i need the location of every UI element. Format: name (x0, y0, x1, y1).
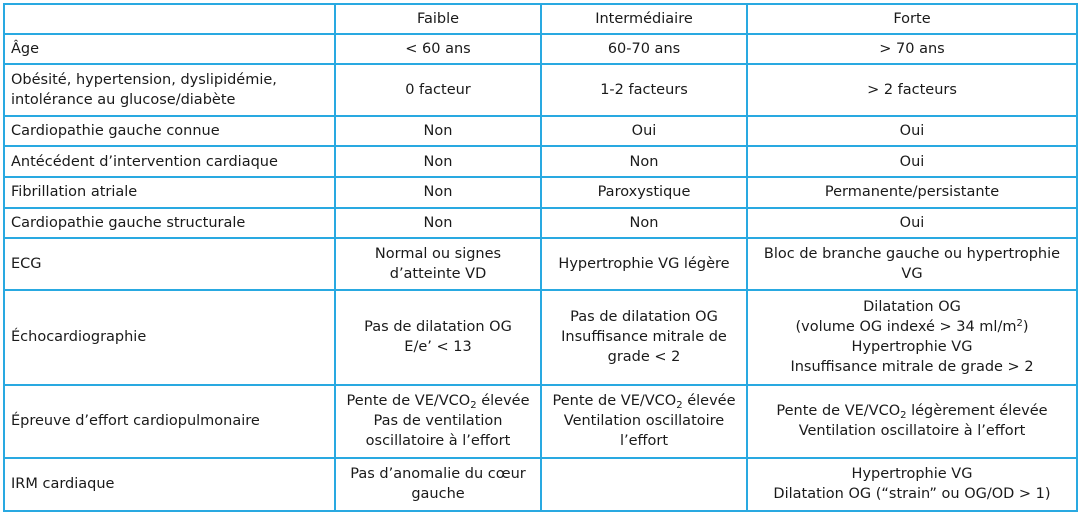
ecg-forte-line2: VG (901, 266, 923, 283)
cardiopathie-connue-forte: Oui (747, 116, 1077, 147)
echo-intermediaire-line2: Insuffisance mitrale de (561, 329, 727, 346)
irm-faible-line2: gauche (411, 486, 465, 503)
label-obesite-line1: Obésité, hypertension, dyslipidémie, (11, 72, 277, 88)
header-intermediaire: Intermédiaire (541, 4, 747, 34)
header-empty-cell (4, 4, 335, 34)
fibrillation-forte: Permanente/persistante (747, 177, 1077, 208)
echo-intermediaire (541, 290, 747, 385)
header-faible: Faible (335, 4, 541, 34)
row-irm (4, 458, 1077, 511)
echo-faible-line1: Pas de dilatation OG (364, 319, 512, 336)
row-age (4, 34, 1077, 65)
echo-forte-line3: Hypertrophie VG (851, 339, 973, 356)
row-effort (4, 385, 1077, 458)
echo-faible (335, 290, 541, 385)
row-echo (4, 290, 1077, 385)
obesite-intermediaire: 1-2 facteurs (541, 64, 747, 116)
echo-forte-line2-text: (volume OG indexé > 34 ml/m (795, 319, 1017, 336)
effort-faible-line2: Pas de ventilation (373, 413, 503, 430)
structurale-intermediaire: Non (541, 208, 747, 239)
irm-faible-line1: Pas d’anomalie du cœur (350, 466, 526, 483)
row-cardiopathie-connue (4, 116, 1077, 147)
label-age: Âge (4, 34, 335, 65)
label-obesite-line2: intolérance au glucose/diabète (11, 92, 236, 108)
age-forte: > 70 ans (747, 34, 1077, 65)
intervention-intermediaire: Non (541, 146, 747, 177)
ecg-faible-line1: Normal ou signes (374, 246, 502, 263)
effort-faible-line3: oscillatoire à l’effort (365, 433, 511, 450)
effort-forte-line2: Ventilation oscillatoire à l’effort (798, 423, 1026, 440)
effort-faible-line1-tail: élevée (476, 393, 530, 410)
obesite-faible: 0 facteur (335, 64, 541, 116)
effort-forte-line1-tail: légèrement élevée (906, 403, 1048, 420)
label-echo: Échocardiographie (4, 290, 335, 385)
fibrillation-faible: Non (335, 177, 541, 208)
probability-table (3, 3, 1078, 512)
irm-forte (747, 458, 1077, 511)
effort-intermediaire-line1-text: Pente de VE/VCO (552, 393, 677, 410)
effort-intermediaire-line1-sub: 2 (676, 400, 683, 412)
row-structurale (4, 208, 1077, 239)
echo-forte (747, 290, 1077, 385)
effort-intermediaire-line3: l’effort (619, 433, 669, 450)
effort-forte-line1-text: Pente de VE/VCO (776, 403, 901, 420)
structurale-faible: Non (335, 208, 541, 239)
echo-forte-line2 (754, 317, 1070, 337)
age-faible: < 60 ans (335, 34, 541, 65)
ecg-faible (335, 238, 541, 290)
effort-intermediaire-line1 (548, 391, 740, 411)
echo-forte-line4: Insuffisance mitrale de grade > 2 (790, 359, 1034, 376)
header-row (4, 4, 1077, 34)
effort-faible-line1-text: Pente de VE/VCO (346, 393, 471, 410)
effort-intermediaire-line2: Ventilation oscillatoire (563, 413, 725, 430)
cardiopathie-connue-faible: Non (335, 116, 541, 147)
structurale-forte: Oui (747, 208, 1077, 239)
ecg-forte (747, 238, 1077, 290)
intervention-forte: Oui (747, 146, 1077, 177)
label-fibrillation: Fibrillation atriale (4, 177, 335, 208)
irm-forte-line2: Dilatation OG (“strain” ou OG/OD > 1) (773, 486, 1051, 503)
obesite-forte: > 2 facteurs (747, 64, 1077, 116)
ecg-faible-line2: d’atteinte VD (389, 266, 487, 283)
label-cardiopathie-connue: Cardiopathie gauche connue (4, 116, 335, 147)
echo-intermediaire-line1: Pas de dilatation OG (570, 309, 718, 326)
irm-forte-line1: Hypertrophie VG (851, 466, 973, 483)
cardiopathie-connue-intermediaire: Oui (541, 116, 747, 147)
fibrillation-intermediaire: Paroxystique (541, 177, 747, 208)
label-intervention: Antécédent d’intervention cardiaque (4, 146, 335, 177)
row-ecg (4, 238, 1077, 290)
effort-forte-line1 (754, 401, 1070, 421)
intervention-faible: Non (335, 146, 541, 177)
label-structurale: Cardiopathie gauche structurale (4, 208, 335, 239)
label-effort: Épreuve d’effort cardiopulmonaire (4, 385, 335, 458)
row-obesite (4, 64, 1077, 116)
echo-forte-line2-sup: 2 (1016, 318, 1023, 330)
label-irm: IRM cardiaque (4, 458, 335, 511)
label-ecg: ECG (4, 238, 335, 290)
echo-faible-line2: E/e’ < 13 (404, 339, 472, 356)
irm-faible (335, 458, 541, 511)
row-fibrillation (4, 177, 1077, 208)
effort-intermediaire-line1-tail: élevée (682, 393, 736, 410)
effort-faible-line1 (342, 391, 534, 411)
effort-forte-line1-sub: 2 (900, 410, 907, 422)
effort-forte (747, 385, 1077, 458)
row-intervention (4, 146, 1077, 177)
label-obesite (4, 64, 335, 116)
ecg-intermediaire: Hypertrophie VG légère (541, 238, 747, 290)
irm-intermediaire (541, 458, 747, 511)
effort-faible (335, 385, 541, 458)
header-forte: Forte (747, 4, 1077, 34)
echo-intermediaire-line3: grade < 2 (607, 349, 681, 366)
echo-forte-line2-close: ) (1022, 319, 1029, 336)
ecg-forte-line1: Bloc de branche gauche ou hypertrophie (763, 246, 1061, 263)
age-intermediaire: 60-70 ans (541, 34, 747, 65)
echo-forte-line1: Dilatation OG (863, 299, 961, 316)
effort-faible-line1-sub: 2 (470, 400, 477, 412)
effort-intermediaire (541, 385, 747, 458)
